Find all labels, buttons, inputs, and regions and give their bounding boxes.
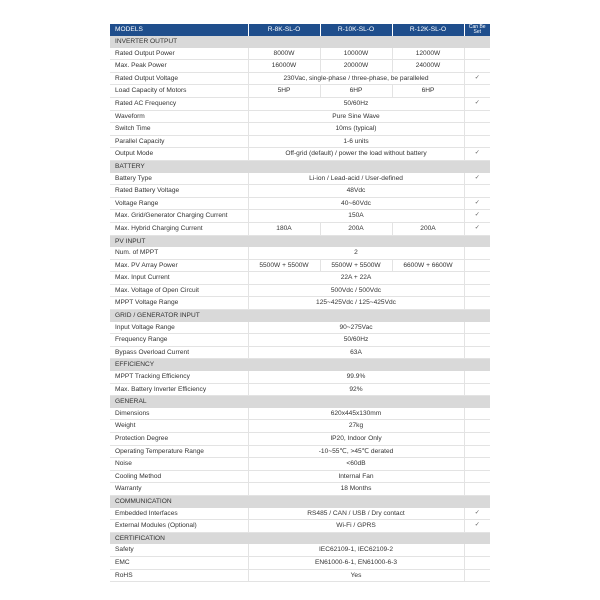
section-header-row (110, 235, 490, 247)
section-header-row (110, 36, 490, 48)
spec-value: 200A (320, 222, 392, 235)
section-title: CERTIFICATION (110, 532, 490, 544)
spec-value: RS485 / CAN / USB / Dry contact (248, 508, 464, 520)
spec-value: 1-6 units (248, 135, 464, 148)
spec-label: Bypass Overload Current (110, 346, 248, 359)
spec-row (110, 470, 490, 483)
section-title: INVERTER OUTPUT (110, 36, 490, 48)
settable-cell (464, 408, 490, 420)
spec-value: 50/60Hz (248, 97, 464, 110)
can-be-set-line2: Set (473, 29, 481, 35)
spec-label: Voltage Range (110, 197, 248, 210)
spec-value: 5HP (248, 85, 320, 98)
spec-label: Rated AC Frequency (110, 97, 248, 110)
spec-label: RoHS (110, 569, 248, 582)
spec-row (110, 483, 490, 496)
spec-value: Pure Sine Wave (248, 110, 464, 123)
spec-row (110, 148, 490, 161)
spec-value: Off-grid (default) / power the load without battery (248, 148, 464, 161)
spec-value: 6600W + 6600W (392, 259, 464, 272)
spec-value: 92% (248, 383, 464, 396)
spec-label: Switch Time (110, 123, 248, 136)
check-icon: ✓ (464, 97, 490, 110)
settable-cell (464, 420, 490, 433)
spec-label: Battery Type (110, 173, 248, 185)
spec-value: 63A (248, 346, 464, 359)
spec-value: 6HP (320, 85, 392, 98)
spec-value: 20000W (320, 60, 392, 73)
spec-label: Max. Input Current (110, 272, 248, 285)
model-name: R-8K-SL-O (248, 24, 320, 36)
spec-table (110, 24, 490, 582)
spec-row (110, 346, 490, 359)
spec-value: Li-ion / Lead-acid / User-defined (248, 173, 464, 185)
spec-value: 10ms (typical) (248, 123, 464, 136)
spec-label: MPPT Voltage Range (110, 297, 248, 310)
settable-cell (464, 383, 490, 396)
spec-label: Num. of MPPT (110, 247, 248, 259)
model-name: R-10K-SL-O (320, 24, 392, 36)
spec-label: Cooling Method (110, 470, 248, 483)
spec-label: Rated Battery Voltage (110, 185, 248, 198)
spec-value: 10000W (320, 48, 392, 60)
spec-row (110, 383, 490, 396)
section-header-row (110, 359, 490, 371)
can-be-set-line1: Can Be (468, 24, 486, 30)
section-title: COMMUNICATION (110, 495, 490, 507)
model-name: R-12K-SL-O (392, 24, 464, 36)
spec-value: 5500W + 5500W (248, 259, 320, 272)
section-title: GRID / GENERATOR INPUT (110, 310, 490, 322)
spec-row (110, 420, 490, 433)
section-header-row (110, 310, 490, 322)
check-icon: ✓ (464, 173, 490, 185)
spec-row (110, 445, 490, 458)
settable-cell (464, 110, 490, 123)
spec-value: Internal Fan (248, 470, 464, 483)
spec-row (110, 259, 490, 272)
check-icon: ✓ (464, 222, 490, 235)
spec-row (110, 185, 490, 198)
spec-label: Max. PV Array Power (110, 259, 248, 272)
spec-row (110, 85, 490, 98)
spec-body (110, 36, 490, 582)
check-icon: ✓ (464, 508, 490, 520)
spec-label: Max. Hybrid Charging Current (110, 222, 248, 235)
spec-row (110, 60, 490, 73)
spec-value: 500Vdc / 500Vdc (248, 284, 464, 297)
section-header-row (110, 396, 490, 408)
section-header-row (110, 532, 490, 544)
spec-row (110, 247, 490, 259)
spec-row (110, 408, 490, 420)
spec-value: 16000W (248, 60, 320, 73)
spec-label: Frequency Range (110, 334, 248, 347)
settable-cell (464, 470, 490, 483)
spec-row (110, 210, 490, 223)
settable-cell (464, 556, 490, 569)
settable-cell (464, 544, 490, 556)
spec-value: <60dB (248, 458, 464, 471)
spec-row (110, 123, 490, 136)
spec-value: 27kg (248, 420, 464, 433)
settable-cell (464, 272, 490, 285)
spec-value: 50/60Hz (248, 334, 464, 347)
section-title: GENERAL (110, 396, 490, 408)
settable-cell (464, 371, 490, 383)
spec-label: Input Voltage Range (110, 322, 248, 334)
settable-cell (464, 346, 490, 359)
spec-label: Safety (110, 544, 248, 556)
spec-value: Wi-Fi / GPRS (248, 520, 464, 533)
header-row (110, 24, 490, 36)
spec-label: Rated Output Voltage (110, 72, 248, 85)
settable-cell (464, 334, 490, 347)
spec-value: 12000W (392, 48, 464, 60)
settable-cell (464, 123, 490, 136)
spec-row (110, 334, 490, 347)
spec-value: 48Vdc (248, 185, 464, 198)
section-header-row (110, 495, 490, 507)
spec-label: Max. Voltage of Open Circuit (110, 284, 248, 297)
spec-row (110, 222, 490, 235)
spec-label: Embedded Interfaces (110, 508, 248, 520)
check-icon: ✓ (464, 210, 490, 223)
settable-cell (464, 247, 490, 259)
spec-value: 150A (248, 210, 464, 223)
check-icon: ✓ (464, 148, 490, 161)
settable-cell (464, 259, 490, 272)
spec-label: Operating Temperature Range (110, 445, 248, 458)
spec-label: MPPT Tracking Efficiency (110, 371, 248, 383)
spec-value: 22A + 22A (248, 272, 464, 285)
check-icon: ✓ (464, 72, 490, 85)
section-header-row (110, 160, 490, 172)
settable-cell (464, 185, 490, 198)
spec-value: IEC62109-1, IEC62109-2 (248, 544, 464, 556)
settable-cell (464, 85, 490, 98)
section-title: EFFICIENCY (110, 359, 490, 371)
spec-value: 18 Months (248, 483, 464, 496)
spec-label: Rated Output Power (110, 48, 248, 60)
spec-value: EN61000-6-1, EN61000-6-3 (248, 556, 464, 569)
spec-value: 2 (248, 247, 464, 259)
spec-label: Dimensions (110, 408, 248, 420)
spec-row (110, 272, 490, 285)
section-title: BATTERY (110, 160, 490, 172)
check-icon: ✓ (464, 197, 490, 210)
spec-value: 99.9% (248, 371, 464, 383)
spec-row (110, 48, 490, 60)
spec-row (110, 284, 490, 297)
spec-label: Max. Peak Power (110, 60, 248, 73)
spec-value: -10~55℃, >45℃ derated (248, 445, 464, 458)
spec-label: Output Mode (110, 148, 248, 161)
spec-row (110, 322, 490, 334)
spec-value: 230Vac, single-phase / three-phase, be paralleled (248, 72, 464, 85)
spec-value: 40~60Vdc (248, 197, 464, 210)
spec-label: Max. Grid/Generator Charging Current (110, 210, 248, 223)
spec-row (110, 569, 490, 582)
spec-value: 90~275Vac (248, 322, 464, 334)
settable-cell (464, 433, 490, 446)
spec-value: 180A (248, 222, 320, 235)
spec-row (110, 297, 490, 310)
spec-row (110, 433, 490, 446)
spec-row (110, 371, 490, 383)
settable-cell (464, 135, 490, 148)
settable-cell (464, 297, 490, 310)
spec-value: 620x445x130mm (248, 408, 464, 420)
settable-cell (464, 48, 490, 60)
settable-cell (464, 458, 490, 471)
settable-cell (464, 483, 490, 496)
spec-value: IP20, Indoor Only (248, 433, 464, 446)
spec-label: Parallel Capacity (110, 135, 248, 148)
spec-row (110, 72, 490, 85)
spec-row (110, 173, 490, 185)
spec-row (110, 520, 490, 533)
settable-cell (464, 322, 490, 334)
spec-row (110, 110, 490, 123)
settable-cell (464, 284, 490, 297)
spec-row (110, 556, 490, 569)
spec-label: External Modules (Optional) (110, 520, 248, 533)
spec-value: Yes (248, 569, 464, 582)
spec-row (110, 458, 490, 471)
spec-value: 5500W + 5500W (320, 259, 392, 272)
settable-cell (464, 569, 490, 582)
spec-value: 6HP (392, 85, 464, 98)
models-header: MODELS (110, 24, 248, 36)
spec-value: 8000W (248, 48, 320, 60)
section-title: PV INPUT (110, 235, 490, 247)
spec-row (110, 97, 490, 110)
spec-label: Noise (110, 458, 248, 471)
spec-label: Waveform (110, 110, 248, 123)
check-icon: ✓ (464, 520, 490, 533)
spec-label: Protection Degree (110, 433, 248, 446)
can-be-set-header (464, 24, 490, 36)
spec-label: Weight (110, 420, 248, 433)
spec-row (110, 135, 490, 148)
spec-row (110, 197, 490, 210)
spec-value: 200A (392, 222, 464, 235)
settable-cell (464, 60, 490, 73)
spec-row (110, 544, 490, 556)
spec-label: EMC (110, 556, 248, 569)
spec-label: Warranty (110, 483, 248, 496)
spec-value: 24000W (392, 60, 464, 73)
spec-label: Load Capacity of Motors (110, 85, 248, 98)
spec-label: Max. Battery Inverter Efficiency (110, 383, 248, 396)
settable-cell (464, 445, 490, 458)
spec-row (110, 508, 490, 520)
spec-value: 125~425Vdc / 125~425Vdc (248, 297, 464, 310)
